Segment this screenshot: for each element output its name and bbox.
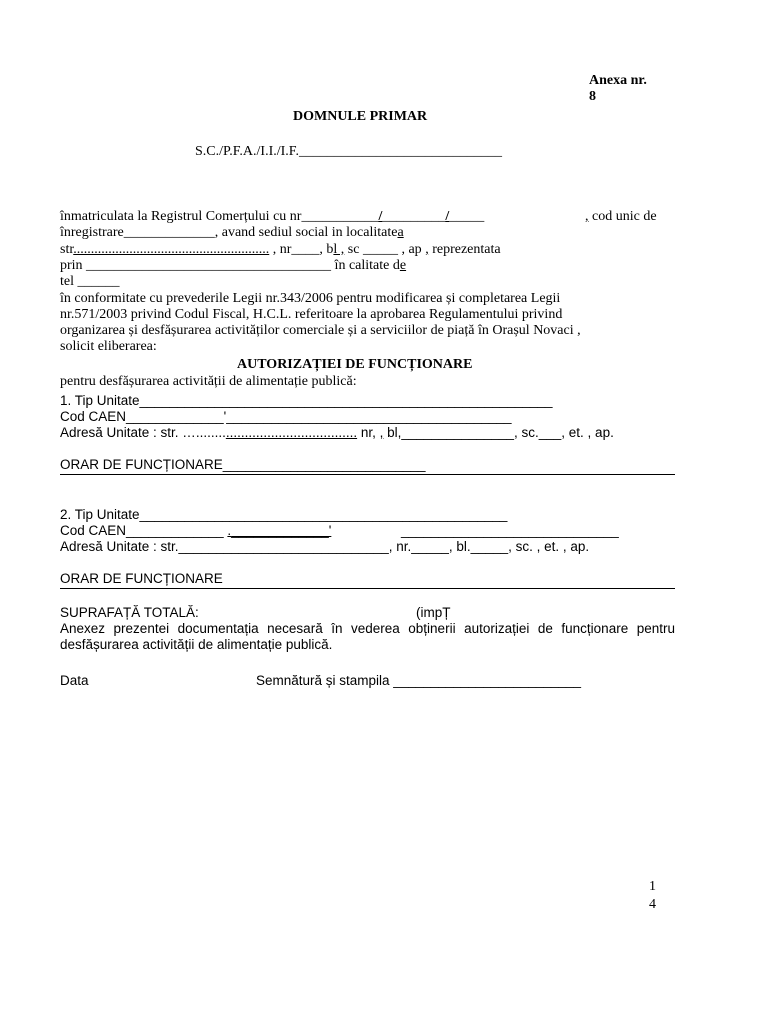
unit1-type-line: 1. Tip Unitate_______________________________________________________ — [60, 393, 553, 408]
unit1-schedule-rule — [60, 474, 675, 475]
page-title: DOMNULE PRIMAR — [293, 109, 428, 124]
unit2-caen-mark: . — [227, 523, 232, 538]
unit1-address-underlined: ................................... — [225, 425, 358, 440]
authorization-purpose: pentru desfășurarea activității de alimentație publică: — [60, 374, 357, 389]
capacity-mark: e — [399, 258, 407, 273]
street-number-text: , nr____, b — [269, 242, 334, 257]
registration-code-text: înregistrare_____________, avand sediul social in localitate — [60, 225, 398, 240]
represented-text: reprezentata — [428, 242, 501, 257]
unit2-caen-blank-right: _____________________________ — [401, 523, 619, 538]
block-mark: l , — [333, 242, 345, 257]
unit2-caen-label: Cod CAEN_____________ — [60, 523, 228, 538]
unit2-schedule-rule — [60, 588, 675, 589]
registration-line-1-right — [585, 209, 657, 225]
unit1-caen-line: Cod CAEN_____________'______________________________________ — [60, 409, 512, 424]
unit2-caen-line — [60, 523, 331, 539]
registration-line-4 — [60, 258, 406, 274]
unit1-address-line — [60, 425, 614, 441]
request-line: solicit eliberarea: — [60, 339, 157, 354]
phone-line: tel ______ — [60, 274, 120, 289]
annex-number: 8 — [589, 89, 596, 104]
unit2-schedule-label: ORAR DE FUNCȚIONARE — [60, 571, 223, 586]
unit1-block-text: bl,_______________, sc.___, et. , ap. — [383, 425, 614, 440]
total-surface-label: SUPRAFAȚĂ TOTALĂ: — [60, 605, 199, 620]
unit2-caen-blank: _____________' — [231, 523, 332, 538]
unit1-number-text: nr, — [357, 425, 380, 440]
legal-basis-paragraph: în conformitate cu prevederile Legii nr.343/2006 pentru modificarea și completarea Legii nr.571/2003 privind Codul Fiscal, H.C.L. referitoare la aprobarea Regulamentului privind organizarea și desfășurarea activităților comerciale și a serviciilor de piață în Orașul Novaci , — [60, 291, 581, 338]
authorization-title: AUTORIZAȚIEI DE FUNCȚIONARE — [237, 357, 473, 372]
slash-2: / — [445, 209, 450, 224]
street-dots: ........................................................ — [73, 242, 270, 257]
unit1-schedule-line — [60, 457, 425, 473]
company-type-line: S.C./P.F.A./I.I./I.F._____________________________ — [195, 144, 502, 159]
page-number-line-1: 1 — [649, 879, 656, 894]
unit2-type-line: 2. Tip Unitate_________________________________________________ — [60, 507, 508, 522]
annex-label: Anexa nr. — [589, 73, 647, 88]
registration-line-1 — [60, 209, 484, 225]
total-surface-value: (impȚ — [416, 605, 451, 620]
page-number-line-2: 4 — [649, 897, 656, 912]
unit1-number-mark: , — [379, 425, 384, 440]
apartment-mark: , — [425, 242, 429, 257]
representative-text: prin ___________________________________ în calitate d — [60, 258, 400, 273]
annex-paragraph: Anexez prezentei documentația necesară în vederea obținerii autorizației de funcționare pentru desfășurarea activității de alimentație publică. — [60, 621, 675, 652]
signature-line: Semnătură și stampila _________________________ — [256, 673, 582, 688]
unit1-address-dots: ........ — [195, 425, 226, 440]
unique-code-label: cod unic de — [588, 209, 657, 224]
registry-blank-2: _________ — [382, 209, 446, 224]
slash-1: / — [378, 209, 383, 224]
locality-mark: a — [397, 225, 404, 240]
street-label: str — [60, 242, 74, 257]
registration-line-2 — [60, 225, 404, 241]
unit2-address-line: Adresă Unitate : str.____________________________, nr._____, bl._____, sc. , et. , ap. — [60, 539, 590, 554]
registry-number-text: înmatriculata la Registrul Comerțului cu nr___________ — [60, 209, 379, 224]
date-label: Data — [60, 673, 89, 688]
unit1-schedule-label: ORAR DE FUNCȚIONARE — [60, 457, 223, 472]
unit1-address-label: Adresă Unitate : str. … — [60, 425, 196, 440]
registration-line-3 — [60, 242, 501, 258]
unit1-schedule-blank: ___________________________ — [222, 457, 426, 472]
comma-mark: , — [585, 209, 589, 224]
registry-blank-3: _____ — [449, 209, 485, 224]
staircase-text: sc _____ , ap — [344, 242, 426, 257]
